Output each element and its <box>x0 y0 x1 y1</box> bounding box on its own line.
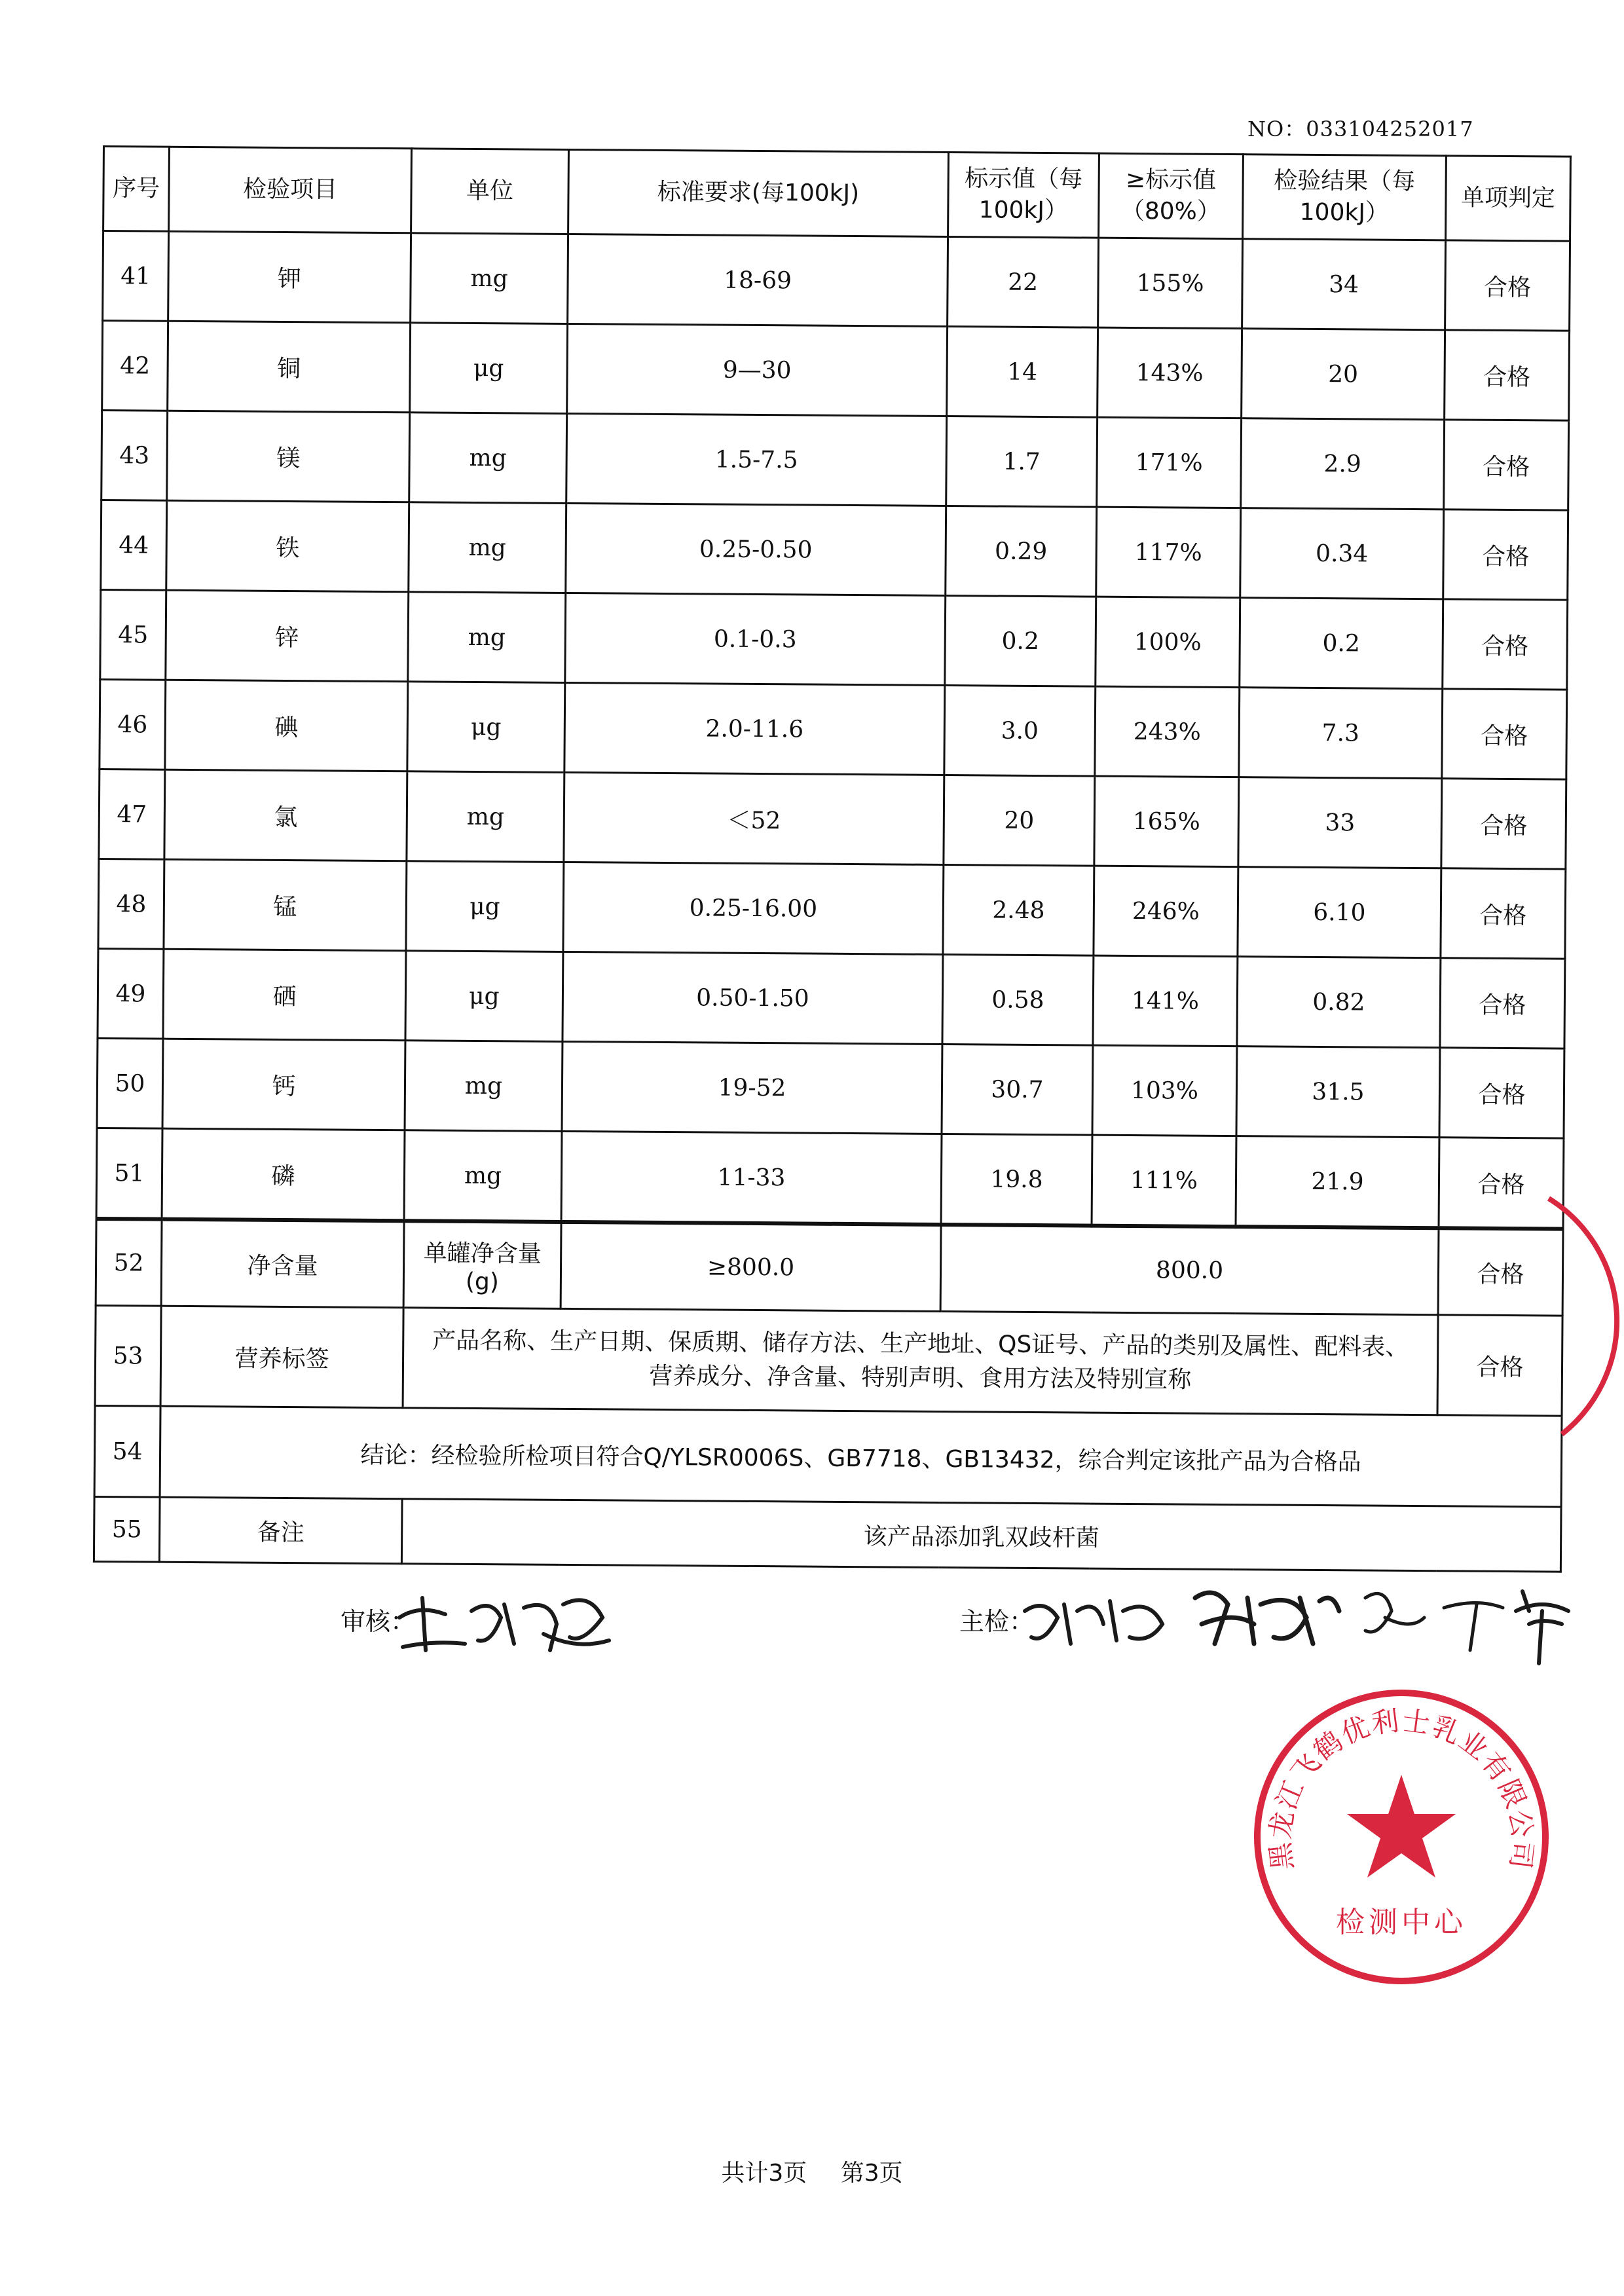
header-standard: 标准要求(每100kJ) <box>568 149 949 236</box>
cell-labeled: 1.7 <box>946 417 1098 508</box>
cell-seq: 46 <box>100 679 166 769</box>
cell-pct: 100% <box>1096 597 1240 688</box>
cell-item: 锌 <box>166 590 409 682</box>
cell-standard: 0.25-16.00 <box>563 862 944 954</box>
cell-unit: mg <box>408 592 566 683</box>
cell-seq: 55 <box>94 1496 160 1562</box>
cell-labeled: 19.8 <box>941 1134 1092 1225</box>
cell-standard: 2.0-11.6 <box>564 682 945 775</box>
cell-verdict: 合格 <box>1445 240 1570 331</box>
table-row <box>96 1128 1564 1229</box>
cell-seq: 47 <box>99 769 165 859</box>
cell-verdict: 合格 <box>1440 958 1565 1048</box>
cell-result: 800.0 <box>940 1225 1439 1315</box>
cell-standard: 11-33 <box>561 1131 942 1225</box>
header-unit: 单位 <box>411 149 569 234</box>
header-pct: ≥标示值（80%） <box>1099 153 1244 239</box>
remarks-text: 该产品添加乳双歧杆菌 <box>401 1499 1561 1572</box>
table-row <box>103 231 1570 331</box>
cell-verdict: 合格 <box>1444 420 1569 510</box>
cell-pct: 243% <box>1095 686 1240 777</box>
table-row-remarks <box>94 1496 1561 1572</box>
cell-pct: 117% <box>1096 507 1241 598</box>
cell-unit: 单罐净含量(g) <box>403 1221 561 1308</box>
cell-item: 碘 <box>165 680 408 771</box>
cell-item: 钾 <box>168 231 411 323</box>
cell-standard: 0.1-0.3 <box>565 593 946 685</box>
header-verdict: 单项判定 <box>1446 156 1571 241</box>
cell-pct: 141% <box>1093 955 1238 1046</box>
cell-verdict: 合格 <box>1443 509 1568 600</box>
cell-standard: 0.25-0.50 <box>566 503 946 595</box>
cell-seq: 42 <box>102 321 168 411</box>
cell-unit: μg <box>410 323 568 414</box>
cell-verdict: 合格 <box>1437 1315 1562 1416</box>
header-result: 检验结果（每100kJ） <box>1243 155 1447 240</box>
cell-result: 7.3 <box>1239 688 1443 779</box>
cell-item: 铁 <box>166 500 409 592</box>
header-item: 检验项目 <box>169 147 412 233</box>
cell-item: 锰 <box>164 859 407 951</box>
cell-labeled: 0.29 <box>946 506 1097 597</box>
cell-seq: 48 <box>98 859 164 949</box>
cell-labeled: 20 <box>944 775 1095 866</box>
cell-verdict: 合格 <box>1438 1228 1563 1316</box>
cell-unit: mg <box>405 1041 563 1132</box>
cell-result: 0.2 <box>1240 598 1443 689</box>
cell-seq: 50 <box>97 1038 163 1128</box>
cell-item: 磷 <box>162 1128 405 1221</box>
cell-result: 0.34 <box>1240 508 1444 599</box>
cell-verdict: 合格 <box>1445 330 1570 420</box>
cell-seq: 49 <box>98 948 164 1039</box>
cell-verdict: 合格 <box>1441 779 1566 869</box>
cell-unit: μg <box>406 861 564 952</box>
cell-standard: ≥800.0 <box>561 1222 941 1312</box>
cell-result: 34 <box>1242 239 1446 330</box>
table-row-nutrition-label <box>95 1305 1562 1416</box>
page-footer <box>0 2155 1624 2188</box>
cell-item: 营养标签 <box>160 1306 403 1408</box>
cell-pct: 246% <box>1094 866 1238 957</box>
cell-verdict: 合格 <box>1439 1138 1564 1229</box>
header-seq: 序号 <box>103 147 170 232</box>
table-row <box>101 411 1569 511</box>
cell-pct: 165% <box>1094 776 1239 867</box>
table-row <box>100 589 1568 690</box>
cell-result: 33 <box>1238 777 1442 868</box>
partial-seal-edge <box>1536 1192 1624 1441</box>
cell-standard: 18-69 <box>568 234 948 326</box>
table-row <box>98 859 1566 959</box>
conclusion-text: 结论：经检验所检项目符合Q/YLSR0006S、GB7718、GB13432，综合判定该批产品为合格品 <box>160 1406 1562 1507</box>
cell-verdict: 合格 <box>1441 868 1566 959</box>
table-row-conclusion <box>94 1405 1562 1507</box>
table-body <box>96 231 1570 1229</box>
seal-text: 黑龙江飞鹤优利士乳业有限公司 <box>1263 1704 1540 1872</box>
reviewer-label: 审核： <box>341 1607 416 1636</box>
inspector-signatures <box>1018 1572 1581 1670</box>
reviewer-signature <box>393 1578 616 1663</box>
cell-item: 硒 <box>163 949 406 1041</box>
header-labeled: 标示值（每100kJ） <box>948 153 1099 238</box>
cell-pct: 143% <box>1098 327 1242 418</box>
table-row <box>99 769 1566 869</box>
cell-unit: μg <box>407 682 565 773</box>
cell-labeled: 22 <box>948 237 1099 328</box>
cell-pct: 171% <box>1097 417 1242 508</box>
cell-result: 0.82 <box>1237 957 1441 1048</box>
official-seal <box>1247 1683 1555 1991</box>
cell-seq: 43 <box>101 411 168 501</box>
cell-seq: 51 <box>96 1128 162 1219</box>
cell-seq: 45 <box>100 589 166 680</box>
cell-unit: mg <box>409 413 567 504</box>
cell-result: 2.9 <box>1241 418 1445 509</box>
table-row <box>102 321 1570 421</box>
table-row-net-content <box>96 1219 1563 1316</box>
cell-unit: mg <box>407 771 564 862</box>
cell-item: 净含量 <box>161 1219 404 1308</box>
report-number: NO：033104252017 <box>1247 117 1474 141</box>
cell-standard: 19-52 <box>562 1041 942 1134</box>
cell-labeled: 0.58 <box>942 954 1094 1045</box>
cell-unit: μg <box>405 951 563 1042</box>
cell-label-content: 产品名称、生产日期、保质期、储存方法、生产地址、QS证号、产品的类别及属性、配料表、营养成分、净含量、特别声明、食用方法及特别宣称 <box>403 1308 1438 1415</box>
cell-seq: 41 <box>103 231 169 322</box>
cell-seq: 44 <box>101 500 167 590</box>
star-icon <box>1347 1775 1456 1878</box>
cell-pct: 111% <box>1092 1135 1236 1227</box>
cell-pct: 155% <box>1098 238 1243 329</box>
cell-result: 31.5 <box>1236 1046 1440 1138</box>
cell-verdict: 合格 <box>1443 599 1568 690</box>
cell-verdict: 合格 <box>1442 689 1567 779</box>
inspector-label: 主检： <box>959 1607 1035 1636</box>
cell-item: 备注 <box>159 1497 402 1564</box>
cell-labeled: 14 <box>947 327 1098 418</box>
cell-unit: mg <box>404 1130 562 1222</box>
cell-pct: 103% <box>1092 1045 1237 1136</box>
cell-result: 20 <box>1242 329 1445 420</box>
cell-labeled: 0.2 <box>945 595 1096 686</box>
cell-seq: 53 <box>95 1305 161 1406</box>
cell-verdict: 合格 <box>1439 1048 1564 1138</box>
cell-unit: mg <box>411 233 568 324</box>
cell-standard: 0.50-1.50 <box>563 952 943 1044</box>
cell-labeled: 3.0 <box>944 685 1096 776</box>
current-page: 第3页 <box>840 2160 903 2187</box>
table-row <box>101 500 1568 600</box>
total-pages: 共计3页 <box>721 2160 807 2187</box>
table-row <box>98 948 1565 1048</box>
cell-standard: 1.5-7.5 <box>566 413 947 506</box>
cell-labeled: 30.7 <box>942 1044 1093 1135</box>
cell-labeled: 2.48 <box>943 864 1094 955</box>
cell-seq: 52 <box>96 1219 162 1306</box>
cell-seq: 54 <box>94 1405 160 1497</box>
cell-result: 6.10 <box>1238 867 1441 958</box>
cell-result: 21.9 <box>1236 1136 1439 1229</box>
cell-item: 镁 <box>167 411 410 502</box>
cell-standard: ＜52 <box>564 772 944 864</box>
cell-item: 铜 <box>168 321 411 413</box>
cell-item: 氯 <box>164 769 407 861</box>
cell-item: 钙 <box>162 1039 405 1130</box>
inspection-table <box>93 145 1572 1573</box>
table-row <box>100 679 1567 779</box>
cell-unit: mg <box>409 502 566 593</box>
table-row <box>97 1038 1564 1138</box>
table-header-row <box>103 147 1571 242</box>
cell-standard: 9—30 <box>567 324 948 416</box>
seal-subtext: 检测中心 <box>1336 1906 1467 1939</box>
